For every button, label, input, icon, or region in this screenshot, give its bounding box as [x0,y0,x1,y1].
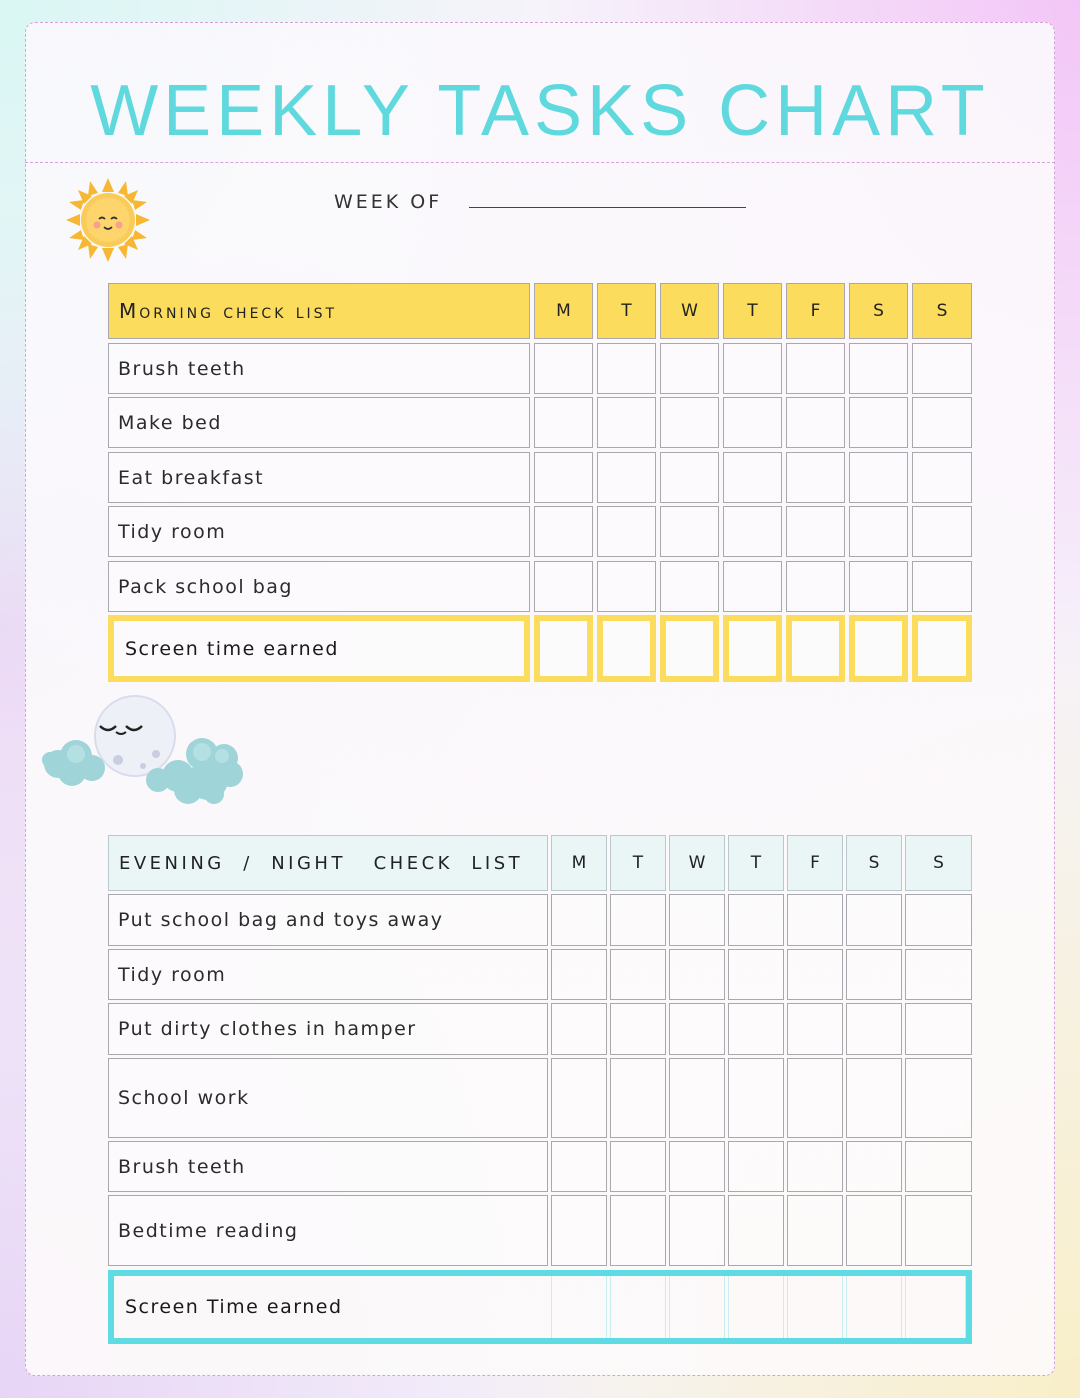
evening-checkbox[interactable] [787,949,843,1000]
evening-checkbox[interactable] [728,894,784,946]
evening-checkbox[interactable] [669,1195,725,1266]
evening-checkbox[interactable] [728,1195,784,1266]
morning-checkbox[interactable] [660,452,719,503]
evening-checkbox[interactable] [728,1058,784,1138]
evening-checkbox[interactable] [728,949,784,1000]
morning-screen-time-box[interactable] [912,615,972,682]
morning-task-label: Pack school bag [108,561,530,612]
morning-screen-time-box[interactable] [597,615,656,682]
evening-checkbox[interactable] [551,1195,607,1266]
morning-checkbox[interactable] [597,452,656,503]
evening-checkbox[interactable] [669,1141,725,1192]
morning-day-header: W [660,283,719,339]
evening-day-header: S [905,835,972,891]
morning-checkbox[interactable] [597,561,656,612]
morning-checkbox[interactable] [849,506,908,557]
evening-checkbox[interactable] [905,1141,972,1192]
evening-day-header: M [551,835,607,891]
morning-checkbox[interactable] [849,397,908,448]
morning-checkbox[interactable] [723,452,782,503]
morning-day-header: F [786,283,845,339]
morning-checkbox[interactable] [912,506,972,557]
evening-task-label: Put dirty clothes in hamper [108,1003,548,1055]
morning-checkbox[interactable] [912,452,972,503]
morning-checkbox[interactable] [786,452,845,503]
evening-task-label: Brush teeth [108,1141,548,1192]
morning-screen-time-box[interactable] [786,615,845,682]
morning-checkbox[interactable] [912,561,972,612]
evening-checkbox[interactable] [551,894,607,946]
morning-checkbox[interactable] [534,343,593,394]
evening-screen-time-box[interactable] [846,1276,902,1338]
morning-checkbox[interactable] [597,343,656,394]
morning-checkbox[interactable] [534,506,593,557]
evening-screen-time-box[interactable] [787,1276,843,1338]
morning-screen-time-box[interactable] [723,615,782,682]
evening-screen-time-box[interactable] [610,1276,666,1338]
morning-checkbox[interactable] [912,343,972,394]
evening-checkbox[interactable] [610,949,666,1000]
morning-checkbox[interactable] [534,561,593,612]
morning-checkbox[interactable] [786,561,845,612]
evening-checkbox[interactable] [846,1195,902,1266]
morning-checkbox[interactable] [723,561,782,612]
sun-icon [66,178,150,262]
morning-checkbox[interactable] [786,506,845,557]
morning-day-header: M [534,283,593,339]
evening-checkbox[interactable] [846,949,902,1000]
morning-checkbox[interactable] [786,343,845,394]
evening-screen-time-box[interactable] [551,1276,607,1338]
morning-checkbox[interactable] [849,343,908,394]
evening-day-header: T [728,835,784,891]
evening-checkbox[interactable] [787,1141,843,1192]
morning-task-label: Tidy room [108,506,530,557]
evening-checkbox[interactable] [551,1058,607,1138]
evening-checkbox[interactable] [905,1003,972,1055]
morning-screen-time-label: Screen time earned [108,615,530,682]
page-title: WEEKLY TASKS CHART [90,71,990,151]
evening-checkbox[interactable] [669,894,725,946]
evening-checkbox[interactable] [787,1003,843,1055]
morning-checkbox[interactable] [723,343,782,394]
evening-checklist-heading: EVENING / NIGHT CHECK LIST [108,835,548,891]
evening-checkbox[interactable] [610,894,666,946]
evening-task-label: Bedtime reading [108,1195,548,1266]
evening-checkbox[interactable] [905,1058,972,1138]
evening-checkbox[interactable] [610,1058,666,1138]
evening-checkbox[interactable] [551,1003,607,1055]
evening-checkbox[interactable] [846,894,902,946]
morning-checkbox[interactable] [534,452,593,503]
morning-checkbox[interactable] [660,397,719,448]
evening-screen-time-box[interactable] [669,1276,725,1338]
morning-checkbox[interactable] [534,397,593,448]
evening-screen-time-box[interactable] [905,1276,966,1338]
evening-checkbox[interactable] [551,1141,607,1192]
evening-checkbox[interactable] [728,1003,784,1055]
morning-checklist-heading: Morning check list [108,283,530,339]
morning-screen-time-box[interactable] [660,615,719,682]
morning-checkbox[interactable] [786,397,845,448]
evening-checkbox[interactable] [551,949,607,1000]
week-of-label: WEEK OF [334,191,443,213]
evening-checkbox[interactable] [905,949,972,1000]
evening-screen-time-box[interactable] [728,1276,784,1338]
evening-checkbox[interactable] [846,1141,902,1192]
evening-checkbox[interactable] [728,1141,784,1192]
evening-checkbox[interactable] [787,1058,843,1138]
morning-screen-time-box[interactable] [849,615,908,682]
evening-task-label: School work [108,1058,548,1138]
evening-checkbox[interactable] [610,1195,666,1266]
morning-day-header: T [723,283,782,339]
morning-task-label: Brush teeth [108,343,530,394]
morning-checkbox[interactable] [723,397,782,448]
morning-screen-time-box[interactable] [534,615,593,682]
evening-day-header: F [787,835,843,891]
evening-checkbox[interactable] [669,1003,725,1055]
evening-checkbox[interactable] [905,894,972,946]
evening-checkbox[interactable] [669,1058,725,1138]
evening-checkbox[interactable] [787,894,843,946]
morning-checkbox[interactable] [660,506,719,557]
morning-checkbox[interactable] [849,561,908,612]
morning-day-header: T [597,283,656,339]
evening-day-header: W [669,835,725,891]
evening-checkbox[interactable] [610,1003,666,1055]
evening-task-label: Put school bag and toys away [108,894,548,946]
morning-task-label: Make bed [108,397,530,448]
evening-screen-time-label: Screen Time earned [125,1296,343,1318]
evening-checkbox[interactable] [846,1003,902,1055]
evening-day-header: S [846,835,902,891]
morning-checkbox[interactable] [660,343,719,394]
morning-task-label: Eat breakfast [108,452,530,503]
morning-checkbox[interactable] [723,506,782,557]
week-of-field[interactable] [469,207,746,208]
evening-task-label: Tidy room [108,949,548,1000]
evening-checkbox[interactable] [787,1195,843,1266]
morning-checkbox[interactable] [912,397,972,448]
morning-checkbox[interactable] [597,506,656,557]
morning-checkbox[interactable] [660,561,719,612]
evening-checkbox[interactable] [669,949,725,1000]
morning-day-header: S [849,283,908,339]
sleeping-moon-cloud-icon [38,694,244,810]
morning-checkbox[interactable] [849,452,908,503]
morning-checkbox[interactable] [597,397,656,448]
evening-checkbox[interactable] [846,1058,902,1138]
evening-checkbox[interactable] [610,1141,666,1192]
morning-day-header: S [912,283,972,339]
evening-checkbox[interactable] [905,1195,972,1266]
title-divider [25,162,1055,163]
evening-day-header: T [610,835,666,891]
